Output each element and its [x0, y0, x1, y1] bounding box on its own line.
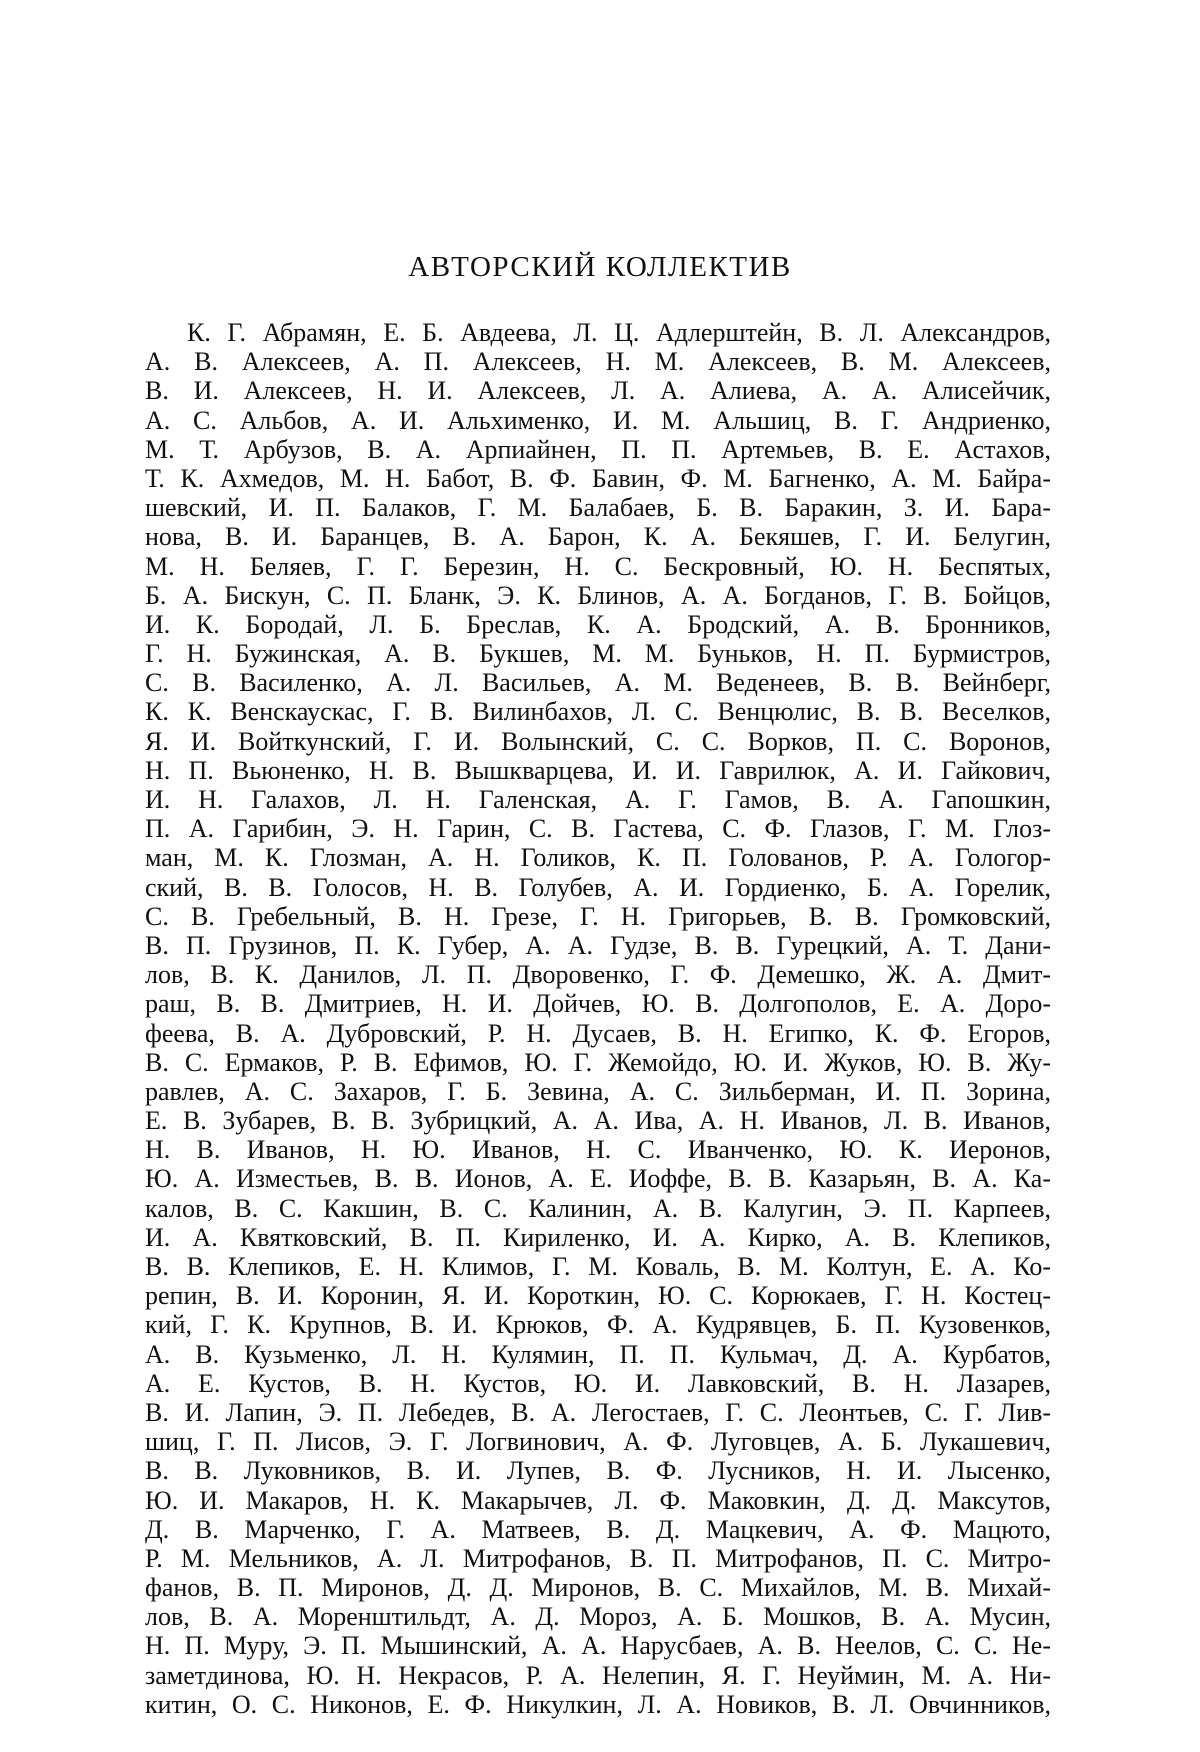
- text-line: Н. П. Вьюненко, Н. В. Вышкварцева, И. И. Гаврилюк, А. И. Гайкович,: [145, 755, 1051, 785]
- text-line: М. Т. Арбузов, В. А. Арпиайнен, П. П. Артемьев, В. Е. Астахов,: [145, 434, 1051, 464]
- text-line: нова, В. И. Баранцев, В. А. Барон, К. А. Бекяшев, Г. И. Белугин,: [145, 522, 1051, 552]
- text-line: К. Г. Абрамян, Е. Б. Авдеева, Л. Ц. Адлерштейн, В. Л. Александров,: [187, 318, 1051, 347]
- text-line: С. В. Василенко, А. Л. Васильев, А. М. Веденеев, В. В. Вейнберг,: [145, 668, 1051, 698]
- text-line: П. А. Гарибин, Э. Н. Гарин, С. В. Гастева, С. Ф. Глазов, Г. М. Глоз-: [145, 814, 1051, 844]
- text-line: шиц, Г. П. Лисов, Э. Г. Логвинович, А. Ф. Луговцев, А. Б. Лукашевич,: [145, 1427, 1051, 1457]
- text-line: В. В. Клепиков, Е. Н. Климов, Г. М. Коваль, В. М. Колтун, Е. А. Ко-: [145, 1252, 1051, 1281]
- text-line: шевский, И. П. Балаков, Г. М. Балабаев, Б. В. Баракин, З. И. Бара-: [145, 493, 1051, 523]
- text-line: Т. К. Ахмедов, М. Н. Бабот, В. Ф. Бавин, Ф. М. Багненко, А. М. Байра-: [145, 463, 1051, 493]
- text-line: раш, В. В. Дмитриев, Н. И. Дойчев, Ю. В. Долгополов, Е. А. Доро-: [145, 989, 1051, 1019]
- text-line: К. К. Венскаускас, Г. В. Вилинбахов, Л. С. Венцюлис, В. В. Веселков,: [145, 697, 1051, 727]
- text-line: Г. Н. Бужинская, А. В. Букшев, М. М. Буньков, Н. П. Бурмистров,: [145, 639, 1051, 669]
- text-line: Ю. А. Изместьев, В. В. Ионов, А. Е. Иоффе, В. В. Казарьян, В. А. Ка-: [145, 1164, 1051, 1194]
- text-line: фанов, В. П. Миронов, Д. Д. Миронов, В. С. Михайлов, М. В. Михай-: [145, 1573, 1051, 1603]
- author-list: [145, 318, 1051, 1719]
- text-line: репин, В. И. Коронин, Я. И. Короткин, Ю. С. Корюкаев, Г. Н. Костец-: [145, 1281, 1051, 1311]
- text-line: калов, В. С. Какшин, В. С. Калинин, А. В. Калугин, Э. П. Карпеев,: [145, 1193, 1051, 1223]
- text-line: китин, О. С. Никонов, Е. Ф. Никулкин, Л. А. Новиков, В. Л. Овчинников,: [145, 1689, 1051, 1719]
- text-line: Е. В. Зубарев, В. В. Зубрицкий, А. А. Ива, А. Н. Иванов, Л. В. Иванов,: [145, 1106, 1051, 1136]
- text-line: А. С. Альбов, А. И. Альхименко, И. М. Альшиц, В. Г. Андриенко,: [145, 405, 1051, 435]
- text-line: равлев, А. С. Захаров, Г. Б. Зевина, А. С. Зильберман, И. П. Зорина,: [145, 1076, 1051, 1106]
- text-line: Р. М. Мельников, А. Л. Митрофанов, В. П. Митрофанов, П. С. Митро-: [145, 1543, 1051, 1573]
- text-line: кий, Г. К. Крупнов, В. И. Крюков, Ф. А. Кудрявцев, Б. П. Кузовенков,: [145, 1310, 1051, 1340]
- text-line: С. В. Гребельный, В. Н. Грезе, Г. Н. Григорьев, В. В. Громковский,: [145, 901, 1051, 931]
- text-line: феева, В. А. Дубровский, Р. Н. Дусаев, В. Н. Египко, К. Ф. Егоров,: [145, 1018, 1051, 1048]
- text-line: В. С. Ермаков, Р. В. Ефимов, Ю. Г. Жемойдо, Ю. И. Жуков, Ю. В. Жу-: [145, 1047, 1051, 1077]
- text-line: Ю. И. Макаров, Н. К. Макарычев, Л. Ф. Маковкин, Д. Д. Максутов,: [145, 1485, 1051, 1515]
- text-line: В. В. Луковников, В. И. Лупев, В. Ф. Лусников, Н. И. Лысенко,: [145, 1456, 1051, 1486]
- text-line: И. А. Квятковский, В. П. Кириленко, И. А. Кирко, А. В. Клепиков,: [145, 1222, 1051, 1252]
- text-line: И. К. Бородай, Л. Б. Бреслав, К. А. Бродский, А. В. Бронников,: [145, 609, 1051, 639]
- text-line: ский, В. В. Голосов, Н. В. Голубев, А. И. Гордиенко, Б. А. Горелик,: [145, 872, 1051, 902]
- text-line: лов, В. А. Моренштильдт, А. Д. Мороз, А. Б. Мошков, В. А. Мусин,: [145, 1602, 1051, 1632]
- text-line: заметдинова, Ю. Н. Некрасов, Р. А. Нелепин, Я. Г. Неуймин, М. А. Ни-: [145, 1660, 1051, 1690]
- text-line: А. В. Кузьменко, Л. Н. Кулямин, П. П. Кульмач, Д. А. Курбатов,: [145, 1339, 1051, 1369]
- text-line: Н. В. Иванов, Н. Ю. Иванов, Н. С. Иванченко, Ю. К. Иеронов,: [145, 1135, 1051, 1165]
- text-line: Д. В. Марченко, Г. А. Матвеев, В. Д. Мацкевич, А. Ф. Мацюто,: [145, 1514, 1051, 1544]
- text-line: Н. П. Муру, Э. П. Мышинский, А. А. Нарусбаев, А. В. Неелов, С. С. Не-: [145, 1631, 1051, 1661]
- text-line: Б. А. Бискун, С. П. Бланк, Э. К. Блинов, А. А. Богданов, Г. В. Бойцов,: [145, 580, 1051, 610]
- text-line: В. И. Лапин, Э. П. Лебедев, В. А. Легостаев, Г. С. Леонтьев, С. Г. Лив-: [145, 1397, 1051, 1427]
- text-line: А. Е. Кустов, В. Н. Кустов, Ю. И. Лавковский, В. Н. Лазарев,: [145, 1368, 1051, 1398]
- text-line: В. И. Алексеев, Н. И. Алексеев, Л. А. Алиева, А. А. Алисейчик,: [145, 376, 1051, 406]
- text-line: ман, М. К. Глозман, А. Н. Голиков, К. П. Голованов, Р. А. Гологор-: [145, 843, 1051, 873]
- text-line: В. П. Грузинов, П. К. Губер, А. А. Гудзе, В. В. Гурецкий, А. Т. Дани-: [145, 930, 1051, 960]
- text-line: А. В. Алексеев, А. П. Алексеев, Н. М. Алексеев, В. М. Алексеев,: [145, 347, 1051, 377]
- text-line: лов, В. К. Данилов, Л. П. Дворовенко, Г. Ф. Демешко, Ж. А. Дмит-: [145, 960, 1051, 990]
- text-line: И. Н. Галахов, Л. Н. Галенская, А. Г. Гамов, В. А. Гапошкин,: [145, 785, 1051, 814]
- page-title: АВТОРСКИЙ КОЛЛЕКТИВ: [408, 251, 792, 283]
- text-line: Я. И. Войткунский, Г. И. Волынский, С. С. Ворков, П. С. Воронов,: [145, 726, 1051, 756]
- text-line: М. Н. Беляев, Г. Г. Березин, Н. С. Бескровный, Ю. Н. Беспятых,: [145, 551, 1051, 581]
